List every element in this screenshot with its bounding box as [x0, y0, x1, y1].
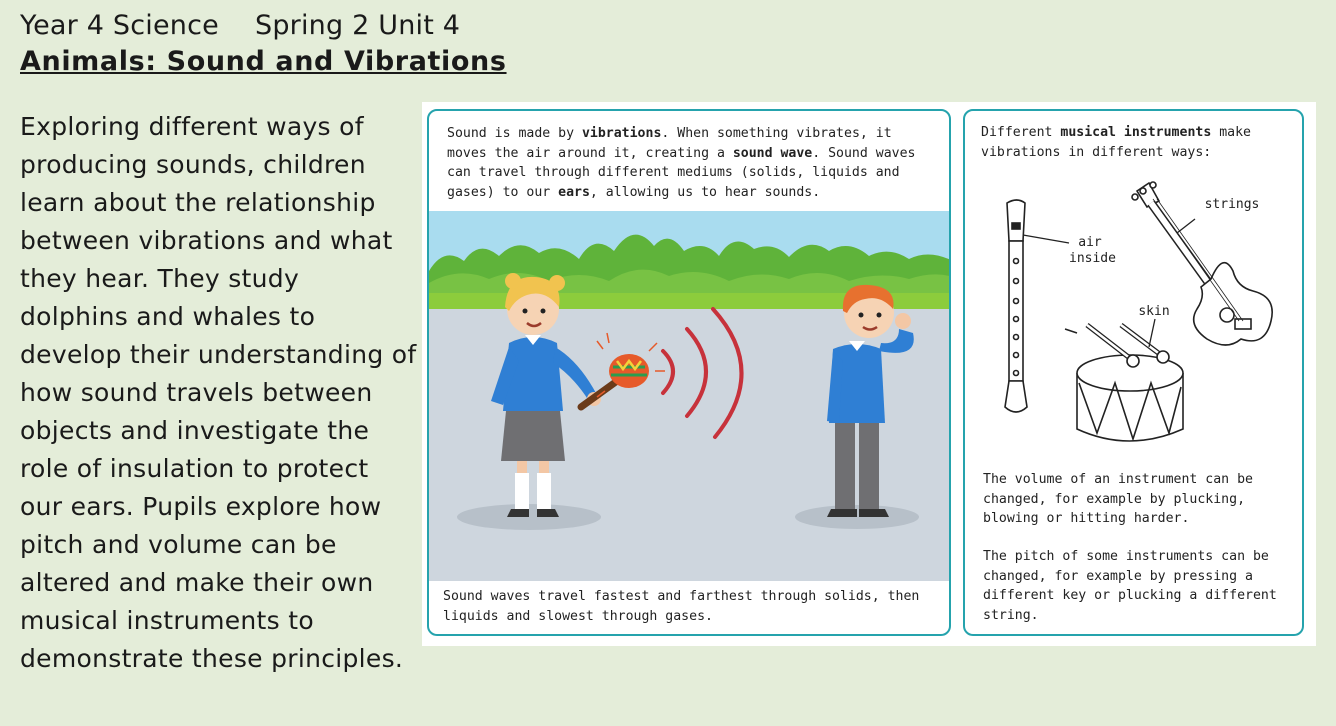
volume-note: The volume of an instrument can be changed, for example by plucking, blowing or hitting harder. — [983, 472, 1253, 527]
year-label: Year 4 Science — [20, 10, 219, 41]
intro-line: dolphins and whales to — [20, 302, 316, 331]
intro-line: demonstrate these principles. — [20, 644, 404, 673]
header — [20, 8, 507, 80]
intro-line: Exploring different ways of — [20, 112, 364, 141]
instruments-intro: Different musical instruments make vibrations in different ways: — [981, 125, 1251, 160]
scene-svg — [429, 211, 951, 581]
sound-wave-panel — [427, 109, 951, 636]
air-inside-label: air inside — [1069, 235, 1116, 266]
intro-line: objects and investigate the — [20, 416, 370, 445]
intro-line: develop their understanding of — [20, 340, 417, 369]
sound-poster — [422, 102, 1316, 646]
subtitle-line — [20, 8, 507, 44]
travel-speed-note: Sound waves travel fastest and farthest through solids, then liquids and slowest through gases. — [443, 589, 920, 624]
intro-line: musical instruments to — [20, 606, 314, 635]
instruments-panel — [963, 109, 1304, 636]
intro-line: how sound travels between — [20, 378, 373, 407]
unit-label: Spring 2 Unit 4 — [254, 10, 461, 41]
intro-line: learn about the relationship — [20, 188, 376, 217]
playground-scene-illustration — [429, 211, 951, 581]
skin-label: skin — [1138, 304, 1170, 319]
intro-line: between vibrations and what — [20, 226, 393, 255]
strings-label: strings — [1204, 197, 1260, 212]
page-title: Animals: Sound and Vibrations — [20, 46, 507, 77]
intro-line: our ears. Pupils explore how — [20, 492, 382, 521]
vibrations-explanation: Sound is made by vibrations. When something vibrates, it moves the air around it, creating a sound wave. Sound waves can travel through different mediums (solids, liquids and gases) to our ears, allowing us to hear sounds. — [447, 126, 916, 200]
intro-line: they hear. They study — [20, 264, 300, 293]
intro-line: producing sounds, children — [20, 150, 366, 179]
intro-line: altered and make their own — [20, 568, 374, 597]
intro-line: pitch and volume can be — [20, 530, 337, 559]
intro-line: role of insulation to protect — [20, 454, 369, 483]
intro-paragraph — [20, 108, 420, 678]
pitch-note: The pitch of some instruments can be changed, for example by pressing a different key or plucking a different string. — [983, 549, 1277, 623]
drum-icon — [1065, 319, 1183, 441]
recorder-icon — [1005, 200, 1069, 412]
